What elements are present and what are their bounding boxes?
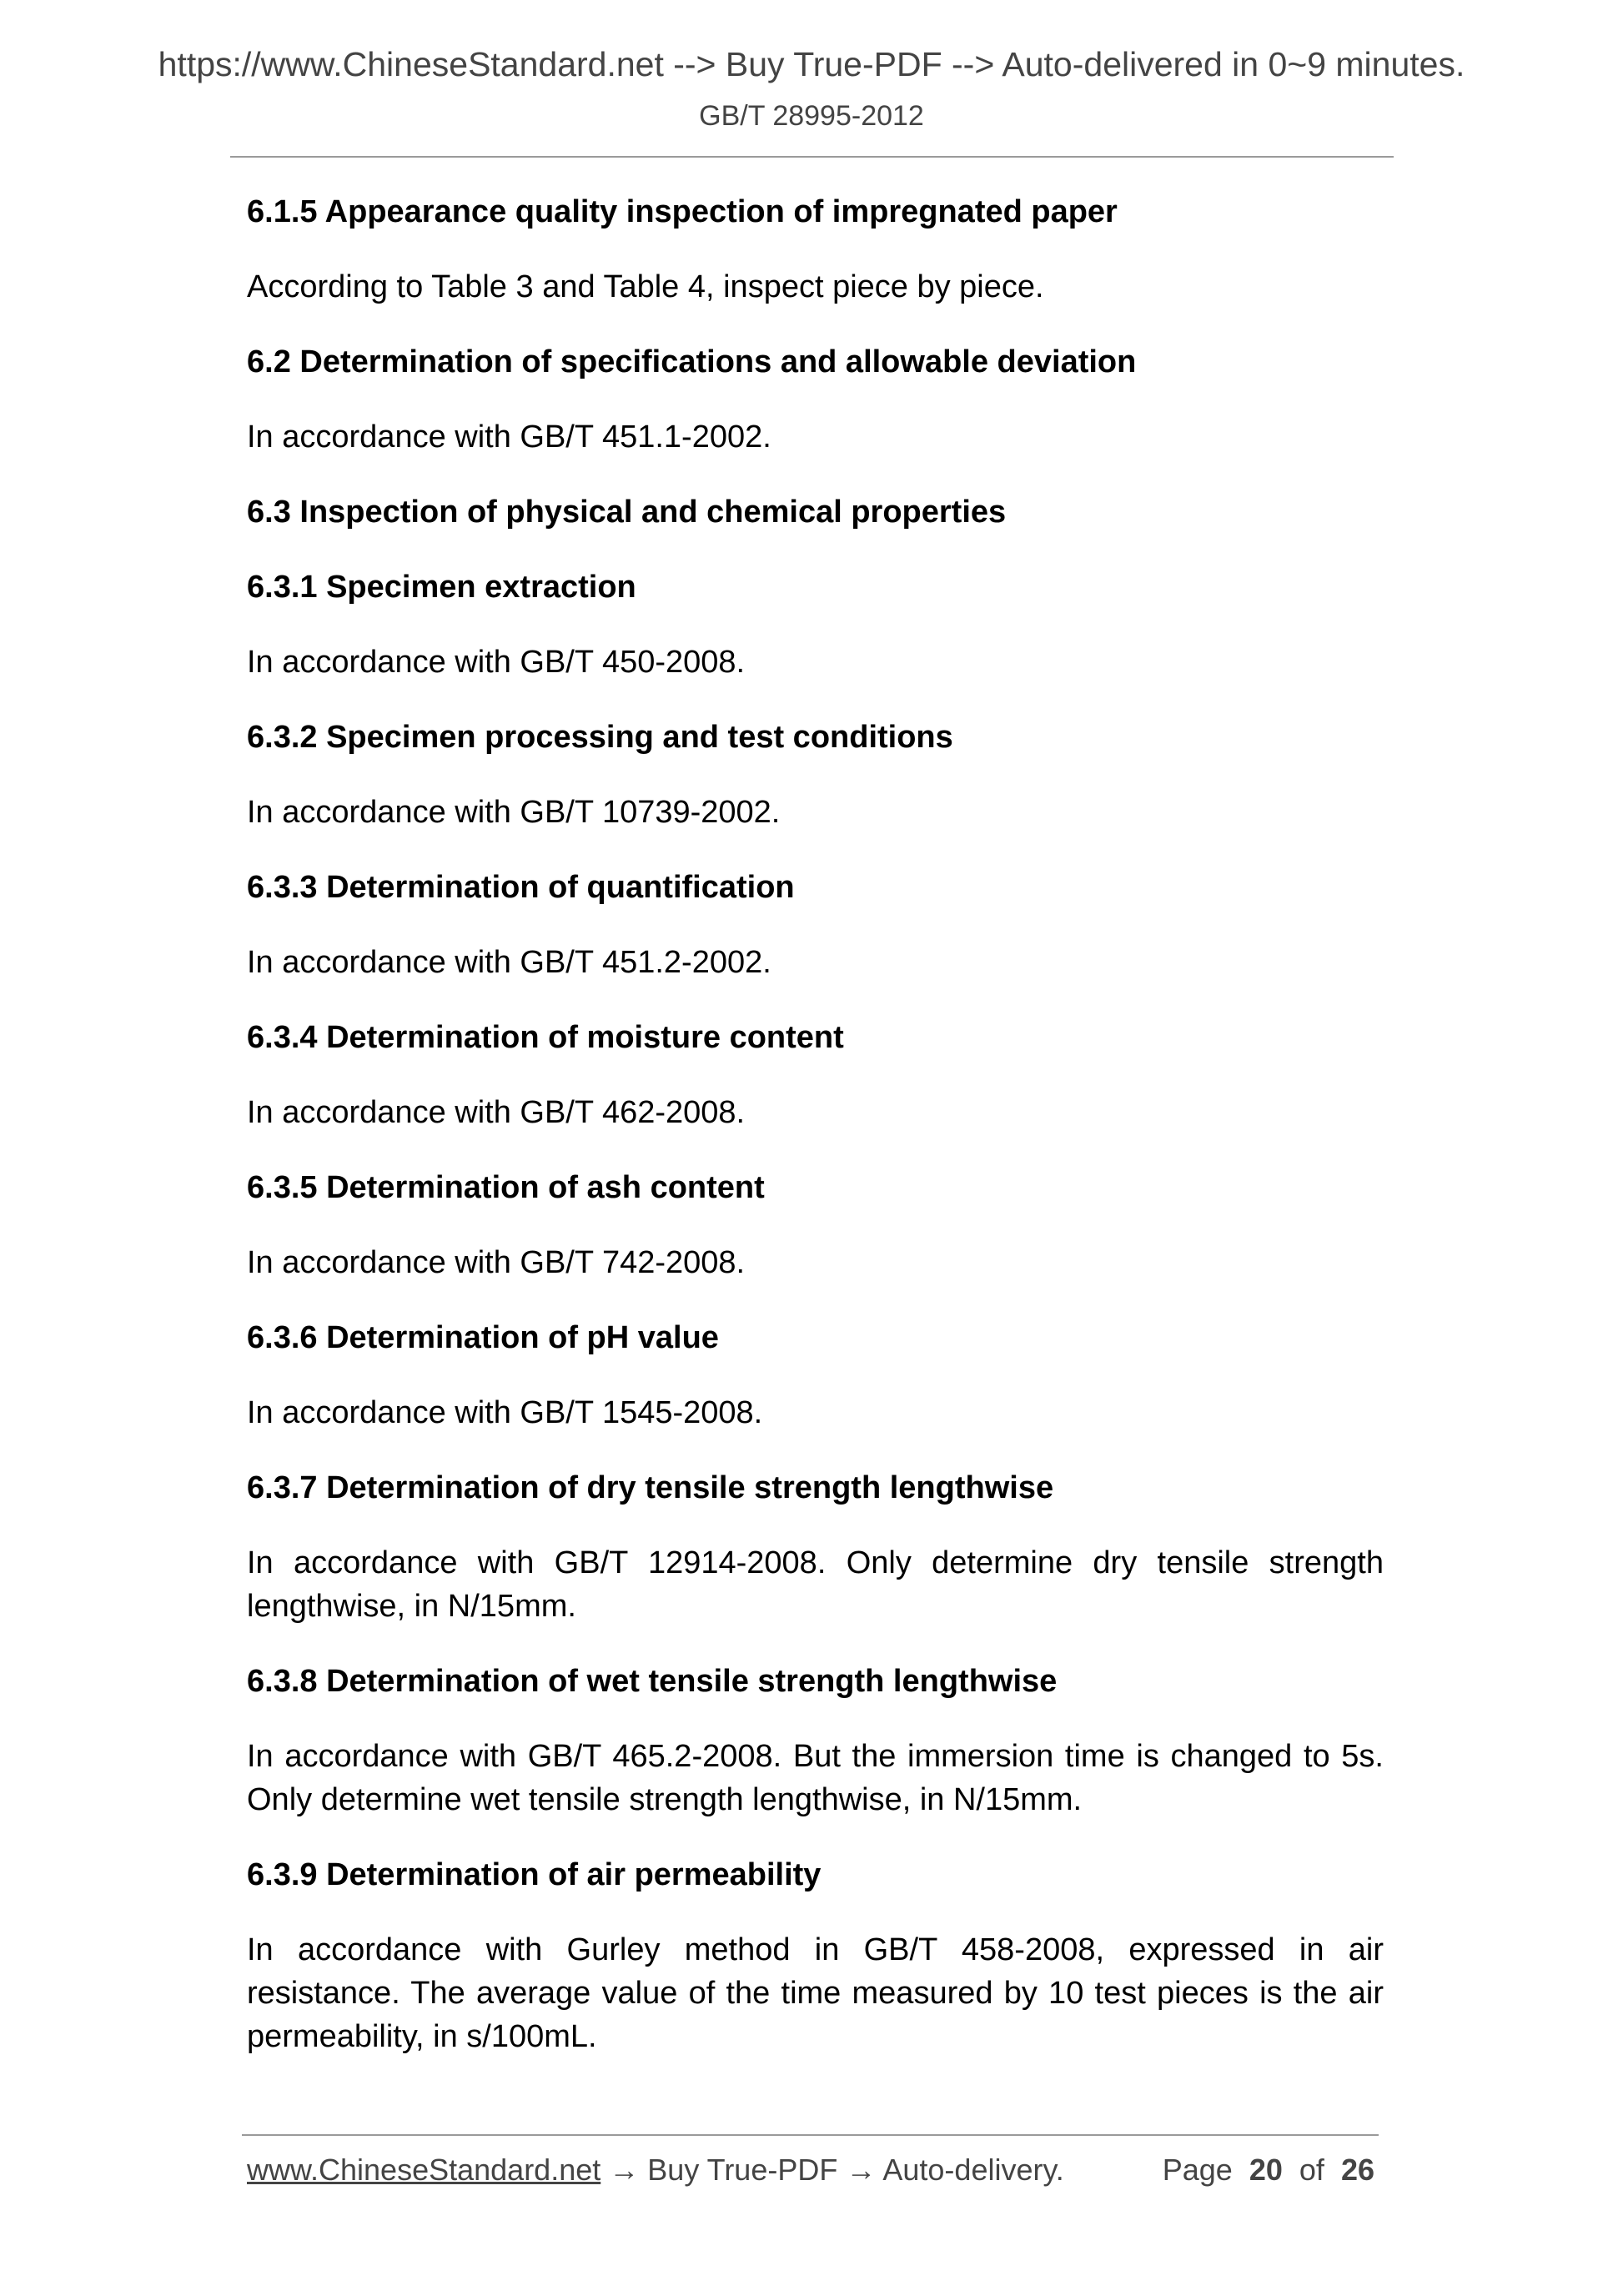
section-heading: 6.2 Determination of specifications and allowable deviation <box>247 344 1137 379</box>
page-total: 26 <box>1340 2153 1374 2187</box>
arrow-right-icon: → <box>846 2153 877 2187</box>
section-text: In accordance with GB/T 10739-2002. <box>247 795 781 830</box>
section-heading: 6.3.2 Specimen processing and test conditions <box>247 720 953 755</box>
header-divider <box>230 156 1394 158</box>
section-text: In accordance with GB/T 742-2008. <box>247 1245 746 1280</box>
section-heading: 6.3.8 Determination of wet tensile strength lengthwise <box>247 1664 1058 1699</box>
section-heading: 6.1.5 Appearance quality inspection of impregnated paper <box>247 194 1118 229</box>
standard-code: GB/T 28995-2012 <box>699 100 924 132</box>
section-heading: 6.3.4 Determination of moisture content <box>247 1020 844 1055</box>
section-text: In accordance with GB/T 1545-2008. <box>247 1395 763 1430</box>
footer-divider <box>242 2134 1379 2136</box>
page-footer <box>247 2153 1374 2188</box>
document-body <box>247 190 1384 2090</box>
section-text: In accordance with GB/T 12914-2008. Only determine dry tensile strength lengthwise, in N/15mm. <box>247 1545 1384 1624</box>
section-heading: 6.3.7 Determination of dry tensile strength lengthwise <box>247 1470 1054 1505</box>
section-text: In accordance with GB/T 451.2-2002. <box>247 945 771 980</box>
arrow-right-icon: → <box>609 2153 640 2187</box>
section-text: According to Table 3 and Table 4, inspect piece by piece. <box>247 269 1044 304</box>
page-current: 20 <box>1249 2153 1283 2187</box>
section-heading: 6.3.1 Specimen extraction <box>247 570 636 605</box>
section-heading: 6.3 Inspection of physical and chemical properties <box>247 495 1007 530</box>
section-text: In accordance with GB/T 462-2008. <box>247 1095 746 1130</box>
page-indicator <box>1163 2153 1374 2188</box>
section-heading: 6.3.5 Determination of ash content <box>247 1170 765 1205</box>
section-heading: 6.3.6 Determination of pH value <box>247 1320 719 1355</box>
section-text: In accordance with GB/T 450-2008. <box>247 645 746 680</box>
buy-text: Buy True-PDF <box>647 2153 838 2187</box>
delivery-text: Auto-delivery. <box>882 2153 1064 2187</box>
page-label: Page <box>1162 2153 1233 2187</box>
section-heading: 6.3.9 Determination of air permeability <box>247 1857 822 1892</box>
website-link[interactable]: www.ChineseStandard.net <box>247 2153 601 2187</box>
section-text: In accordance with GB/T 465.2-2008. But the immersion time is changed to 5s. Only determine wet tensile strength lengthwise, in N/15mm. <box>247 1739 1384 1817</box>
header-url-line: https://www.ChineseStandard.net --> Buy True-PDF --> Auto-delivered in 0~9 minutes. <box>158 45 1465 83</box>
section-text: In accordance with GB/T 451.1-2002. <box>247 420 771 455</box>
of-label: of <box>1299 2153 1324 2187</box>
section-text: In accordance with Gurley method in GB/T 458-2008, expressed in air resistance. The average value of the time measured by 10 test pieces is the air permeability, in s/100mL. <box>247 1932 1384 2054</box>
section-heading: 6.3.3 Determination of quantification <box>247 870 795 905</box>
